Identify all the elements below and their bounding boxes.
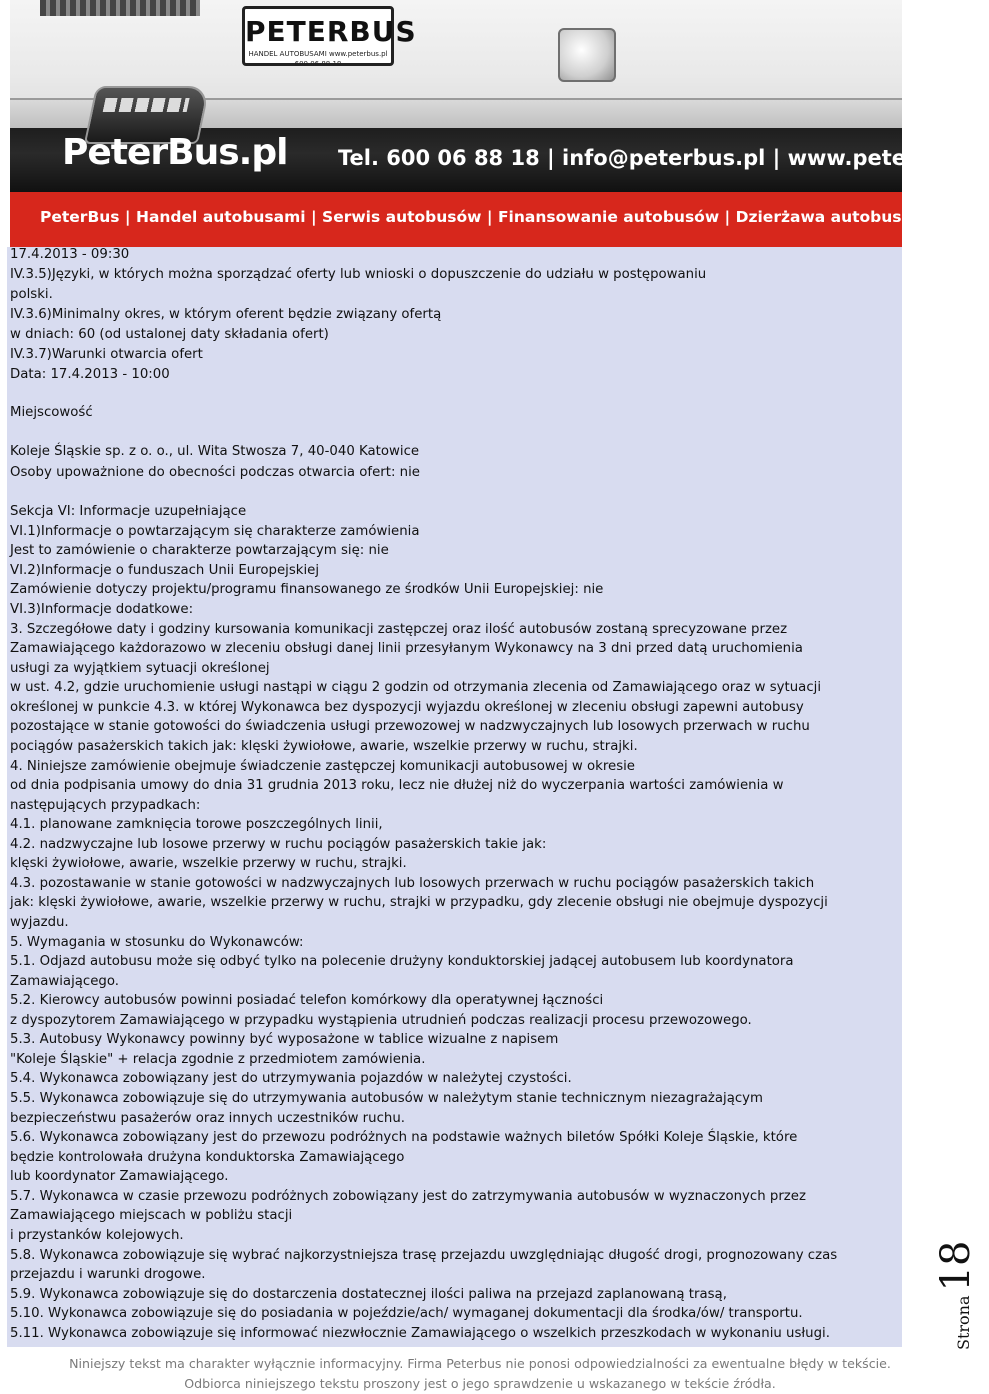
page-number-rotated — [933, 1241, 979, 1350]
text-line: 3. Szczegółowe daty i godziny kursowania komunikacji zastępczej oraz ilość autobusów zostaną sprecyzowane przez — [10, 622, 788, 637]
text-line: 5.3. Autobusy Wykonawcy powinny być wyposażone w tablice wizualne z napisem — [10, 1032, 559, 1047]
text-line: 5. Wymagania w stosunku do Wykonawców: — [10, 935, 304, 950]
brand-logo: PeterBus.pl — [62, 132, 288, 173]
text-line: 5.11. Wykonawca zobowiązuje się informować niezwłocznie Zamawiającego o wszelkich przeszkodach w wykonaniu usługi. — [10, 1326, 830, 1341]
text-line: 5.6. Wykonawca zobowiązany jest do przewozu podróżnych na podstawie ważnych biletów Spółki Koleje Śląskie, które — [10, 1130, 798, 1145]
text-line: od dnia podpisania umowy do dnia 31 grudnia 2013 roku, lecz nie dłużej niż do wyczerpania wartości zamówienia w — [10, 778, 784, 793]
text-line: 4.3. pozostawanie w stanie gotowości w nadzwyczajnych lub losowych przerwach w ruchu pociągów pasażerskich takich — [10, 876, 815, 891]
text-line: będzie kontrolowała drużyna konduktorska Zamawiającego — [10, 1150, 405, 1165]
services-list: PeterBus | Handel autobusami | Serwis autobusów | Finansowanie autobusów | Dzierżawa autobusów — [40, 208, 927, 226]
text-line: z dyspozytorem Zamawiającego w przypadku wystąpienia utrudnień podczas realizacji procesu przewozowego. — [10, 1013, 752, 1028]
section-heading: Sekcja VI: Informacje uzupełniające — [10, 504, 247, 519]
page-number-value: 18 — [933, 1240, 979, 1292]
header-banner — [10, 0, 989, 247]
text-line: 5.7. Wykonawca w czasie przewozu podróżnych zobowiązany jest do zatrzymywania autobusów w wyznaczonych przez — [10, 1189, 806, 1204]
text-line: "Koleje Śląskie" + relacja zgodnie z przedmiotem zamówienia. — [10, 1052, 426, 1067]
text-line: 5.8. Wykonawca zobowiązuje się wybrać najkorzystniejsza trasę przejazdu uwzględniając długość drogi, prognozowany czas — [10, 1248, 838, 1263]
text-line: Miejscowość — [10, 405, 93, 420]
text-line: 5.5. Wykonawca zobowiązuje się do utrzymywania autobusów w należytym stanie technicznym niezagrażającym — [10, 1091, 763, 1106]
document-body — [7, 247, 902, 1347]
license-plate — [242, 6, 417, 68]
text-line: 5.1. Odjazd autobusu może się odbyć tylko na polecenie drużyny konduktorskiej jadącej autobusem lub koordynatora — [10, 954, 794, 969]
text-line: pozostające w stanie gotowości do świadczenia usługi przewozowej w nadzwyczajnych lub losowych przerwach w ruchu — [10, 719, 810, 734]
bus-grille — [40, 0, 200, 16]
fog-light — [558, 28, 616, 82]
text-line: Zamawiającego każdorazowo w zleceniu obsługi danej linii przesyłanym Wykonawcy na 3 dni przed datą uruchomienia — [10, 641, 803, 656]
text-line: 4. Niniejsze zamówienie obejmuje świadczenie zastępczej komunikacji autobusowej w okresie — [10, 759, 635, 774]
text-line: bezpieczeństwu pasażerów oraz innych uczestników ruchu. — [10, 1111, 405, 1126]
text-line: określonej w punkcie 4.3. w której Wykonawca bez dyspozycji wyjazdu określonej w zleceniu obsługi zapewni autobusy — [10, 700, 804, 715]
text-line: 17.4.2013 - 09:30 — [10, 247, 130, 262]
text-line: 5.10. Wykonawca zobowiązuje się do posiadania w pojeździe/ach/ wymaganej dokumentacji dla środka/ów/ transportu. — [10, 1306, 803, 1321]
text-line: Data: 17.4.2013 - 10:00 — [10, 367, 170, 382]
text-line: 5.2. Kierowcy autobusów powinni posiadać telefon komórkowy dla operatywnej łączności — [10, 993, 604, 1008]
text-line: następujących przypadkach: — [10, 798, 201, 813]
text-line: 5.9. Wykonawca zobowiązuje się do dostarczenia dostatecznej ilości paliwa na przejazd zaplanowaną trasą, — [10, 1287, 727, 1302]
text-line: VI.2)Informacje o funduszach Unii Europejskiej — [10, 563, 320, 578]
text-line: polski. — [10, 287, 53, 302]
text-line: Koleje Śląskie sp. z o. o., ul. Wita Stwosza 7, 40-040 Katowice — [10, 444, 420, 459]
footer-line: Niniejszy tekst ma charakter wyłącznie informacyjny. Firma Peterbus nie ponosi odpowiedzialności za ewentualne błędy w tekście. — [69, 1356, 891, 1371]
text-line: 5.4. Wykonawca zobowiązany jest do utrzymywania pojazdów w należytej czystości. — [10, 1071, 572, 1086]
page-label: Strona — [954, 1295, 973, 1350]
text-line: wyjazdu. — [10, 915, 69, 930]
text-line: w dniach: 60 (od ustalonej daty składania ofert) — [10, 327, 329, 342]
text-line: 4.2. nadzwyczajne lub losowe przerwy w ruchu pociągów pasażerskich takie jak: — [10, 837, 547, 852]
text-line: Jest to zamówienie o charakterze powtarzającym się: nie — [10, 543, 389, 558]
text-line: IV.3.7)Warunki otwarcia ofert — [10, 347, 203, 362]
text-line: Osoby upoważnione do obecności podczas otwarcia ofert: nie — [10, 465, 420, 480]
text-line: IV.3.5)Języki, w których można sporządzać oferty lub wnioski o dopuszczenie do udziału w postępowaniu — [10, 267, 707, 282]
text-line: klęski żywiołowe, awarie, wszelkie przerwy w ruchu, strajki. — [10, 856, 407, 871]
text-line: Zamawiającego miejscach w pobliżu stacji — [10, 1208, 293, 1223]
license-plate-subtext: HANDEL AUTOBUSAMI www.peterbus.pl 600 06 88 18 — [248, 50, 388, 68]
text-line: jak: klęski żywiołowe, awarie, wszelkie przerwy w ruchu, strajki w przypadku, gdy zlecenie obsługi nie obejmuje dyspozycji — [10, 895, 828, 910]
page-number — [905, 1232, 979, 1352]
text-line: usługi za wyjątkiem sytuacji określonej — [10, 661, 270, 676]
text-line: VI.3)Informacje dodatkowe: — [10, 602, 194, 617]
text-line: Zamówienie dotyczy projektu/programu finansowanego ze środków Unii Europejskiej: nie — [10, 582, 604, 597]
footer-disclaimer — [0, 1354, 960, 1394]
text-line: Zamawiającego. — [10, 974, 119, 989]
text-line: pociągów pasażerskich takich jak: klęski żywiołowe, awarie, wszelkie przerwy w ruchu, strajki. — [10, 739, 638, 754]
footer-line: Odbiorca niniejszego tekstu proszony jest o jego sprawdzenie u wskazanego w tekście źródła. — [184, 1376, 776, 1391]
text-line: VI.1)Informacje o powtarzającym się charakterze zamówienia — [10, 524, 420, 539]
text-line: i przystanków kolejowych. — [10, 1228, 184, 1243]
text-line: IV.3.6)Minimalny okres, w którym oferent będzie związany ofertą — [10, 307, 442, 322]
text-line: przejazdu i warunki drogowe. — [10, 1267, 206, 1282]
text-line: w ust. 4.2, gdzie uruchomienie usługi nastąpi w ciągu 2 godzin od otrzymania zlecenia od Zamawiającego oraz w sytuacji — [10, 680, 822, 695]
text-line: lub koordynator Zamawiającego. — [10, 1169, 229, 1184]
text-line: 4.1. planowane zamknięcia torowe poszczególnych linii, — [10, 817, 383, 832]
contact-info: Tel. 600 06 88 18 | info@peterbus.pl | www.peterbus.pl — [338, 146, 989, 170]
license-plate-text: PETERBUS — [245, 15, 417, 48]
